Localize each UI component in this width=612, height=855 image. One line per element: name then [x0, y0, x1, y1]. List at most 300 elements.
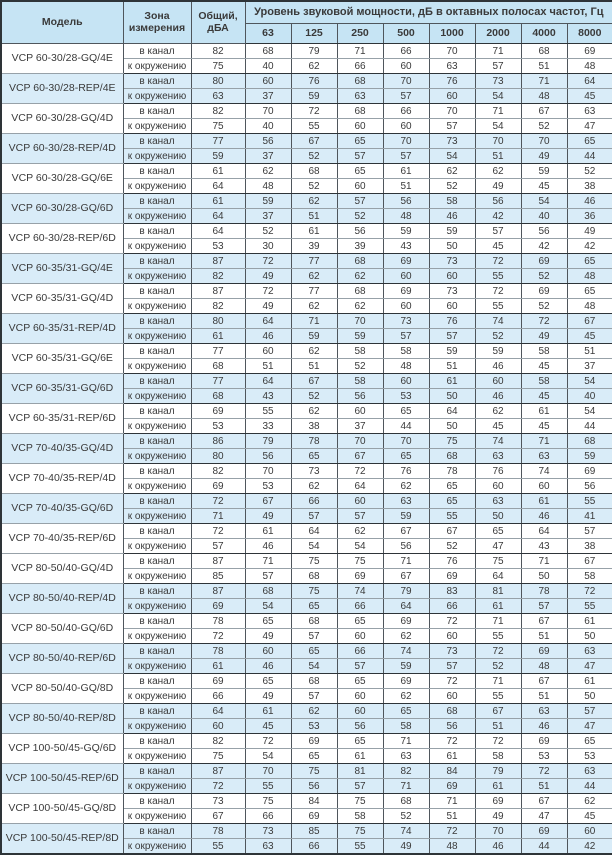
- octave-value-cell: 58: [521, 344, 567, 359]
- octave-value-cell: 45: [521, 179, 567, 194]
- octave-value-cell: 37: [337, 419, 383, 434]
- octave-value-cell: 55: [475, 689, 521, 704]
- octave-value-cell: 62: [291, 194, 337, 209]
- octave-value-cell: 76: [475, 464, 521, 479]
- octave-value-cell: 49: [245, 269, 291, 284]
- octave-value-cell: 37: [245, 149, 291, 164]
- octave-value-cell: 57: [291, 509, 337, 524]
- octave-value-cell: 57: [383, 149, 429, 164]
- octave-value-cell: 69: [337, 569, 383, 584]
- octave-value-cell: 67: [567, 314, 612, 329]
- octave-value-cell: 52: [521, 119, 567, 134]
- measurement-zone-cell: к окружению: [123, 209, 191, 224]
- octave-value-cell: 69: [475, 794, 521, 809]
- octave-value-cell: 67: [291, 374, 337, 389]
- measurement-zone-cell: в канал: [123, 764, 191, 779]
- octave-value-cell: 57: [475, 59, 521, 74]
- table-header: [1, 1, 612, 44]
- octave-value-cell: 51: [475, 719, 521, 734]
- octave-value-cell: 72: [245, 254, 291, 269]
- measurement-zone-cell: к окружению: [123, 539, 191, 554]
- measurement-zone-cell: в канал: [123, 554, 191, 569]
- model-row: [1, 524, 612, 539]
- octave-value-cell: 49: [521, 329, 567, 344]
- octave-value-cell: 51: [429, 809, 475, 824]
- octave-value-cell: 50: [567, 689, 612, 704]
- freq-header-4000: 4000: [521, 24, 567, 44]
- octave-value-cell: 76: [383, 464, 429, 479]
- octave-value-cell: 69: [429, 569, 475, 584]
- octave-value-cell: 39: [337, 239, 383, 254]
- total-dba-cell: 75: [191, 749, 245, 764]
- octave-value-cell: 62: [337, 269, 383, 284]
- octave-value-cell: 65: [337, 134, 383, 149]
- total-dba-cell: 71: [191, 509, 245, 524]
- octave-value-cell: 62: [291, 479, 337, 494]
- octave-value-cell: 58: [475, 749, 521, 764]
- octave-value-cell: 51: [383, 179, 429, 194]
- total-dba-cell: 78: [191, 644, 245, 659]
- total-dba-cell: 64: [191, 704, 245, 719]
- octave-value-cell: 45: [475, 239, 521, 254]
- octave-value-cell: 52: [291, 149, 337, 164]
- total-dba-cell: 80: [191, 449, 245, 464]
- octave-value-cell: 42: [567, 839, 612, 855]
- total-dba-cell: 61: [191, 329, 245, 344]
- octave-value-cell: 69: [567, 44, 612, 59]
- octave-value-cell: 60: [245, 74, 291, 89]
- octave-value-cell: 74: [475, 434, 521, 449]
- octave-value-cell: 76: [429, 314, 475, 329]
- octave-value-cell: 78: [429, 464, 475, 479]
- octave-value-cell: 47: [567, 659, 612, 674]
- measurement-zone-cell: к окружению: [123, 149, 191, 164]
- model-name-cell: VCP 60-35/31-GQ/4D: [1, 284, 123, 314]
- total-dba-cell: 77: [191, 134, 245, 149]
- octave-value-cell: 75: [475, 554, 521, 569]
- octave-value-cell: 71: [383, 734, 429, 749]
- octave-value-cell: 65: [337, 734, 383, 749]
- octave-value-cell: 71: [521, 434, 567, 449]
- octave-value-cell: 84: [429, 764, 475, 779]
- octave-value-cell: 44: [383, 419, 429, 434]
- octave-value-cell: 72: [521, 764, 567, 779]
- octave-value-cell: 37: [245, 89, 291, 104]
- model-name-cell: VCP 80-50/40-REP/4D: [1, 584, 123, 614]
- octave-value-cell: 73: [245, 824, 291, 839]
- octave-value-cell: 64: [383, 599, 429, 614]
- octave-value-cell: 72: [429, 824, 475, 839]
- octave-value-cell: 54: [521, 194, 567, 209]
- octave-value-cell: 51: [521, 689, 567, 704]
- octave-value-cell: 66: [245, 809, 291, 824]
- octave-value-cell: 66: [337, 59, 383, 74]
- col-header-zone: Зона измерения: [123, 1, 191, 44]
- octave-value-cell: 66: [291, 494, 337, 509]
- octave-value-cell: 68: [429, 449, 475, 464]
- octave-value-cell: 63: [383, 494, 429, 509]
- measurement-zone-cell: в канал: [123, 104, 191, 119]
- octave-value-cell: 67: [383, 524, 429, 539]
- total-dba-cell: 77: [191, 344, 245, 359]
- col-header-model: Модель: [1, 1, 123, 44]
- octave-value-cell: 45: [567, 329, 612, 344]
- octave-value-cell: 75: [245, 794, 291, 809]
- measurement-zone-cell: в канал: [123, 374, 191, 389]
- measurement-zone-cell: к окружению: [123, 179, 191, 194]
- octave-value-cell: 68: [337, 254, 383, 269]
- octave-value-cell: 58: [567, 569, 612, 584]
- total-dba-cell: 85: [191, 569, 245, 584]
- octave-value-cell: 75: [337, 794, 383, 809]
- measurement-zone-cell: к окружению: [123, 779, 191, 794]
- model-name-cell: VCP 80-50/40-REP/6D: [1, 644, 123, 674]
- octave-value-cell: 70: [475, 824, 521, 839]
- octave-value-cell: 54: [291, 659, 337, 674]
- measurement-zone-cell: в канал: [123, 644, 191, 659]
- octave-value-cell: 70: [429, 44, 475, 59]
- total-dba-cell: 73: [191, 794, 245, 809]
- octave-value-cell: 74: [383, 824, 429, 839]
- total-dba-cell: 80: [191, 314, 245, 329]
- octave-value-cell: 71: [291, 314, 337, 329]
- octave-value-cell: 54: [245, 749, 291, 764]
- octave-value-cell: 49: [475, 809, 521, 824]
- octave-value-cell: 48: [567, 269, 612, 284]
- total-dba-cell: 61: [191, 194, 245, 209]
- octave-value-cell: 64: [521, 524, 567, 539]
- measurement-zone-cell: в канал: [123, 434, 191, 449]
- model-row: [1, 404, 612, 419]
- octave-value-cell: 63: [475, 449, 521, 464]
- octave-value-cell: 50: [475, 509, 521, 524]
- octave-value-cell: 57: [521, 599, 567, 614]
- octave-value-cell: 65: [383, 704, 429, 719]
- model-row: [1, 74, 612, 89]
- measurement-zone-cell: в канал: [123, 284, 191, 299]
- octave-value-cell: 38: [291, 419, 337, 434]
- octave-value-cell: 42: [567, 239, 612, 254]
- octave-value-cell: 56: [429, 719, 475, 734]
- model-row: [1, 374, 612, 389]
- measurement-zone-cell: в канал: [123, 584, 191, 599]
- measurement-zone-cell: к окружению: [123, 329, 191, 344]
- freq-header-125: 125: [291, 24, 337, 44]
- octave-value-cell: 58: [337, 374, 383, 389]
- octave-value-cell: 72: [475, 254, 521, 269]
- octave-value-cell: 41: [567, 509, 612, 524]
- octave-value-cell: 43: [521, 539, 567, 554]
- model-row: [1, 584, 612, 599]
- measurement-zone-cell: к окружению: [123, 719, 191, 734]
- octave-value-cell: 69: [383, 284, 429, 299]
- octave-value-cell: 72: [429, 614, 475, 629]
- total-dba-cell: 61: [191, 164, 245, 179]
- model-name-cell: VCP 100-50/45-GQ/8D: [1, 794, 123, 824]
- model-name-cell: VCP 60-30/28-REP/4E: [1, 74, 123, 104]
- octave-value-cell: 57: [245, 569, 291, 584]
- octave-value-cell: 76: [429, 554, 475, 569]
- octave-value-cell: 81: [337, 764, 383, 779]
- model-row: [1, 794, 612, 809]
- octave-value-cell: 76: [291, 74, 337, 89]
- octave-value-cell: 58: [337, 344, 383, 359]
- octave-value-cell: 52: [291, 179, 337, 194]
- octave-value-cell: 48: [567, 59, 612, 74]
- octave-value-cell: 68: [429, 704, 475, 719]
- model-name-cell: VCP 60-30/28-REP/6D: [1, 224, 123, 254]
- measurement-zone-cell: в канал: [123, 404, 191, 419]
- measurement-zone-cell: в канал: [123, 464, 191, 479]
- octave-value-cell: 68: [291, 569, 337, 584]
- octave-value-cell: 54: [337, 539, 383, 554]
- octave-value-cell: 38: [567, 179, 612, 194]
- octave-value-cell: 67: [567, 554, 612, 569]
- total-dba-cell: 82: [191, 104, 245, 119]
- octave-value-cell: 57: [337, 149, 383, 164]
- octave-value-cell: 72: [245, 734, 291, 749]
- octave-value-cell: 63: [567, 764, 612, 779]
- octave-value-cell: 71: [245, 554, 291, 569]
- measurement-zone-cell: в канал: [123, 44, 191, 59]
- octave-value-cell: 59: [429, 224, 475, 239]
- measurement-zone-cell: в канал: [123, 674, 191, 689]
- table-body: [1, 44, 612, 855]
- octave-value-cell: 45: [521, 419, 567, 434]
- octave-value-cell: 60: [429, 299, 475, 314]
- total-dba-cell: 59: [191, 149, 245, 164]
- octave-value-cell: 65: [291, 449, 337, 464]
- total-dba-cell: 64: [191, 209, 245, 224]
- octave-value-cell: 42: [521, 239, 567, 254]
- model-row: [1, 164, 612, 179]
- octave-value-cell: 36: [567, 209, 612, 224]
- octave-value-cell: 60: [337, 689, 383, 704]
- octave-value-cell: 56: [337, 224, 383, 239]
- measurement-zone-cell: в канал: [123, 74, 191, 89]
- octave-value-cell: 70: [337, 434, 383, 449]
- octave-value-cell: 68: [291, 674, 337, 689]
- octave-value-cell: 49: [245, 689, 291, 704]
- measurement-zone-cell: в канал: [123, 314, 191, 329]
- octave-value-cell: 79: [383, 584, 429, 599]
- octave-value-cell: 52: [567, 164, 612, 179]
- octave-value-cell: 63: [245, 839, 291, 855]
- octave-value-cell: 42: [475, 209, 521, 224]
- measurement-zone-cell: к окружению: [123, 809, 191, 824]
- octave-value-cell: 67: [521, 794, 567, 809]
- octave-value-cell: 65: [383, 404, 429, 419]
- octave-value-cell: 62: [475, 404, 521, 419]
- total-dba-cell: 67: [191, 809, 245, 824]
- octave-value-cell: 55: [337, 839, 383, 855]
- octave-value-cell: 46: [429, 209, 475, 224]
- octave-value-cell: 47: [475, 539, 521, 554]
- octave-value-cell: 61: [291, 224, 337, 239]
- total-dba-cell: 55: [191, 839, 245, 855]
- octave-value-cell: 69: [521, 284, 567, 299]
- octave-value-cell: 48: [245, 179, 291, 194]
- octave-value-cell: 70: [475, 134, 521, 149]
- model-row: [1, 434, 612, 449]
- model-name-cell: VCP 70-40/35-GQ/6D: [1, 494, 123, 524]
- octave-value-cell: 63: [383, 749, 429, 764]
- octave-value-cell: 53: [567, 749, 612, 764]
- octave-value-cell: 48: [521, 89, 567, 104]
- model-name-cell: VCP 60-35/31-REP/6D: [1, 404, 123, 434]
- octave-value-cell: 59: [429, 344, 475, 359]
- octave-value-cell: 51: [521, 59, 567, 74]
- octave-value-cell: 59: [567, 449, 612, 464]
- octave-value-cell: 59: [337, 329, 383, 344]
- octave-value-cell: 57: [291, 689, 337, 704]
- octave-value-cell: 52: [245, 224, 291, 239]
- total-dba-cell: 68: [191, 389, 245, 404]
- octave-value-cell: 45: [521, 389, 567, 404]
- octave-value-cell: 71: [521, 554, 567, 569]
- model-row: [1, 464, 612, 479]
- octave-value-cell: 52: [521, 299, 567, 314]
- col-header-octave-bands: Уровень звуковой мощности, дБ в октавных полосах частот, Гц: [245, 1, 612, 24]
- octave-value-cell: 55: [475, 269, 521, 284]
- octave-value-cell: 71: [337, 44, 383, 59]
- total-dba-cell: 82: [191, 464, 245, 479]
- octave-value-cell: 54: [475, 119, 521, 134]
- measurement-zone-cell: в канал: [123, 524, 191, 539]
- octave-value-cell: 57: [291, 629, 337, 644]
- octave-value-cell: 72: [521, 314, 567, 329]
- octave-value-cell: 57: [567, 524, 612, 539]
- octave-value-cell: 58: [383, 719, 429, 734]
- octave-value-cell: 70: [245, 104, 291, 119]
- octave-value-cell: 72: [475, 644, 521, 659]
- measurement-zone-cell: к окружению: [123, 629, 191, 644]
- octave-value-cell: 64: [245, 314, 291, 329]
- octave-value-cell: 68: [245, 44, 291, 59]
- model-row: [1, 644, 612, 659]
- octave-value-cell: 69: [383, 254, 429, 269]
- octave-value-cell: 65: [567, 254, 612, 269]
- octave-value-cell: 60: [337, 704, 383, 719]
- octave-value-cell: 52: [475, 329, 521, 344]
- octave-value-cell: 83: [429, 584, 475, 599]
- octave-value-cell: 67: [429, 524, 475, 539]
- octave-value-cell: 51: [567, 344, 612, 359]
- octave-value-cell: 60: [337, 179, 383, 194]
- model-row: [1, 314, 612, 329]
- total-dba-cell: 72: [191, 629, 245, 644]
- octave-value-cell: 59: [383, 509, 429, 524]
- octave-value-cell: 61: [245, 704, 291, 719]
- octave-value-cell: 71: [429, 794, 475, 809]
- model-row: [1, 734, 612, 749]
- octave-value-cell: 37: [245, 209, 291, 224]
- model-row: [1, 554, 612, 569]
- octave-value-cell: 71: [475, 104, 521, 119]
- octave-value-cell: 51: [429, 359, 475, 374]
- octave-value-cell: 57: [429, 659, 475, 674]
- octave-value-cell: 64: [245, 374, 291, 389]
- octave-value-cell: 61: [383, 164, 429, 179]
- measurement-zone-cell: в канал: [123, 734, 191, 749]
- freq-header-8000: 8000: [567, 24, 612, 44]
- octave-value-cell: 75: [337, 824, 383, 839]
- octave-value-cell: 55: [291, 119, 337, 134]
- octave-value-cell: 55: [429, 509, 475, 524]
- freq-header-63: 63: [245, 24, 291, 44]
- model-row: [1, 224, 612, 239]
- octave-value-cell: 66: [383, 104, 429, 119]
- model-row: [1, 494, 612, 509]
- octave-value-cell: 51: [291, 359, 337, 374]
- freq-header-1000: 1000: [429, 24, 475, 44]
- octave-value-cell: 67: [291, 134, 337, 149]
- octave-value-cell: 50: [567, 629, 612, 644]
- octave-value-cell: 74: [383, 644, 429, 659]
- octave-value-cell: 72: [291, 104, 337, 119]
- octave-value-cell: 84: [291, 794, 337, 809]
- measurement-zone-cell: в канал: [123, 704, 191, 719]
- model-name-cell: VCP 100-50/45-REP/8D: [1, 824, 123, 855]
- octave-value-cell: 51: [291, 209, 337, 224]
- octave-value-cell: 65: [291, 599, 337, 614]
- octave-value-cell: 60: [245, 344, 291, 359]
- octave-value-cell: 60: [475, 374, 521, 389]
- total-dba-cell: 82: [191, 44, 245, 59]
- octave-value-cell: 62: [429, 164, 475, 179]
- octave-value-cell: 64: [567, 74, 612, 89]
- octave-value-cell: 52: [337, 359, 383, 374]
- total-dba-cell: 69: [191, 479, 245, 494]
- octave-value-cell: 66: [337, 599, 383, 614]
- octave-value-cell: 54: [475, 89, 521, 104]
- octave-value-cell: 52: [291, 389, 337, 404]
- octave-value-cell: 46: [245, 329, 291, 344]
- octave-value-cell: 57: [337, 779, 383, 794]
- model-name-cell: VCP 60-30/28-GQ/4E: [1, 44, 123, 74]
- octave-value-cell: 63: [429, 59, 475, 74]
- octave-value-cell: 60: [429, 89, 475, 104]
- octave-value-cell: 56: [291, 779, 337, 794]
- octave-value-cell: 47: [567, 119, 612, 134]
- octave-value-cell: 68: [567, 434, 612, 449]
- model-row: [1, 284, 612, 299]
- octave-value-cell: 69: [383, 614, 429, 629]
- octave-value-cell: 67: [245, 494, 291, 509]
- measurement-zone-cell: к окружению: [123, 419, 191, 434]
- octave-value-cell: 63: [567, 644, 612, 659]
- octave-value-cell: 82: [383, 764, 429, 779]
- octave-value-cell: 60: [245, 644, 291, 659]
- model-row: [1, 194, 612, 209]
- octave-value-cell: 57: [337, 194, 383, 209]
- octave-value-cell: 61: [475, 599, 521, 614]
- total-dba-cell: 69: [191, 404, 245, 419]
- model-name-cell: VCP 60-30/28-REP/4D: [1, 134, 123, 164]
- model-row: [1, 704, 612, 719]
- measurement-zone-cell: к окружению: [123, 89, 191, 104]
- octave-value-cell: 74: [337, 584, 383, 599]
- model-name-cell: VCP 70-40/35-REP/6D: [1, 524, 123, 554]
- octave-value-cell: 70: [521, 134, 567, 149]
- octave-value-cell: 61: [567, 674, 612, 689]
- octave-value-cell: 68: [337, 284, 383, 299]
- total-dba-cell: 78: [191, 824, 245, 839]
- octave-value-cell: 67: [521, 614, 567, 629]
- model-name-cell: VCP 60-30/28-GQ/6D: [1, 194, 123, 224]
- octave-value-cell: 60: [383, 119, 429, 134]
- octave-value-cell: 45: [567, 89, 612, 104]
